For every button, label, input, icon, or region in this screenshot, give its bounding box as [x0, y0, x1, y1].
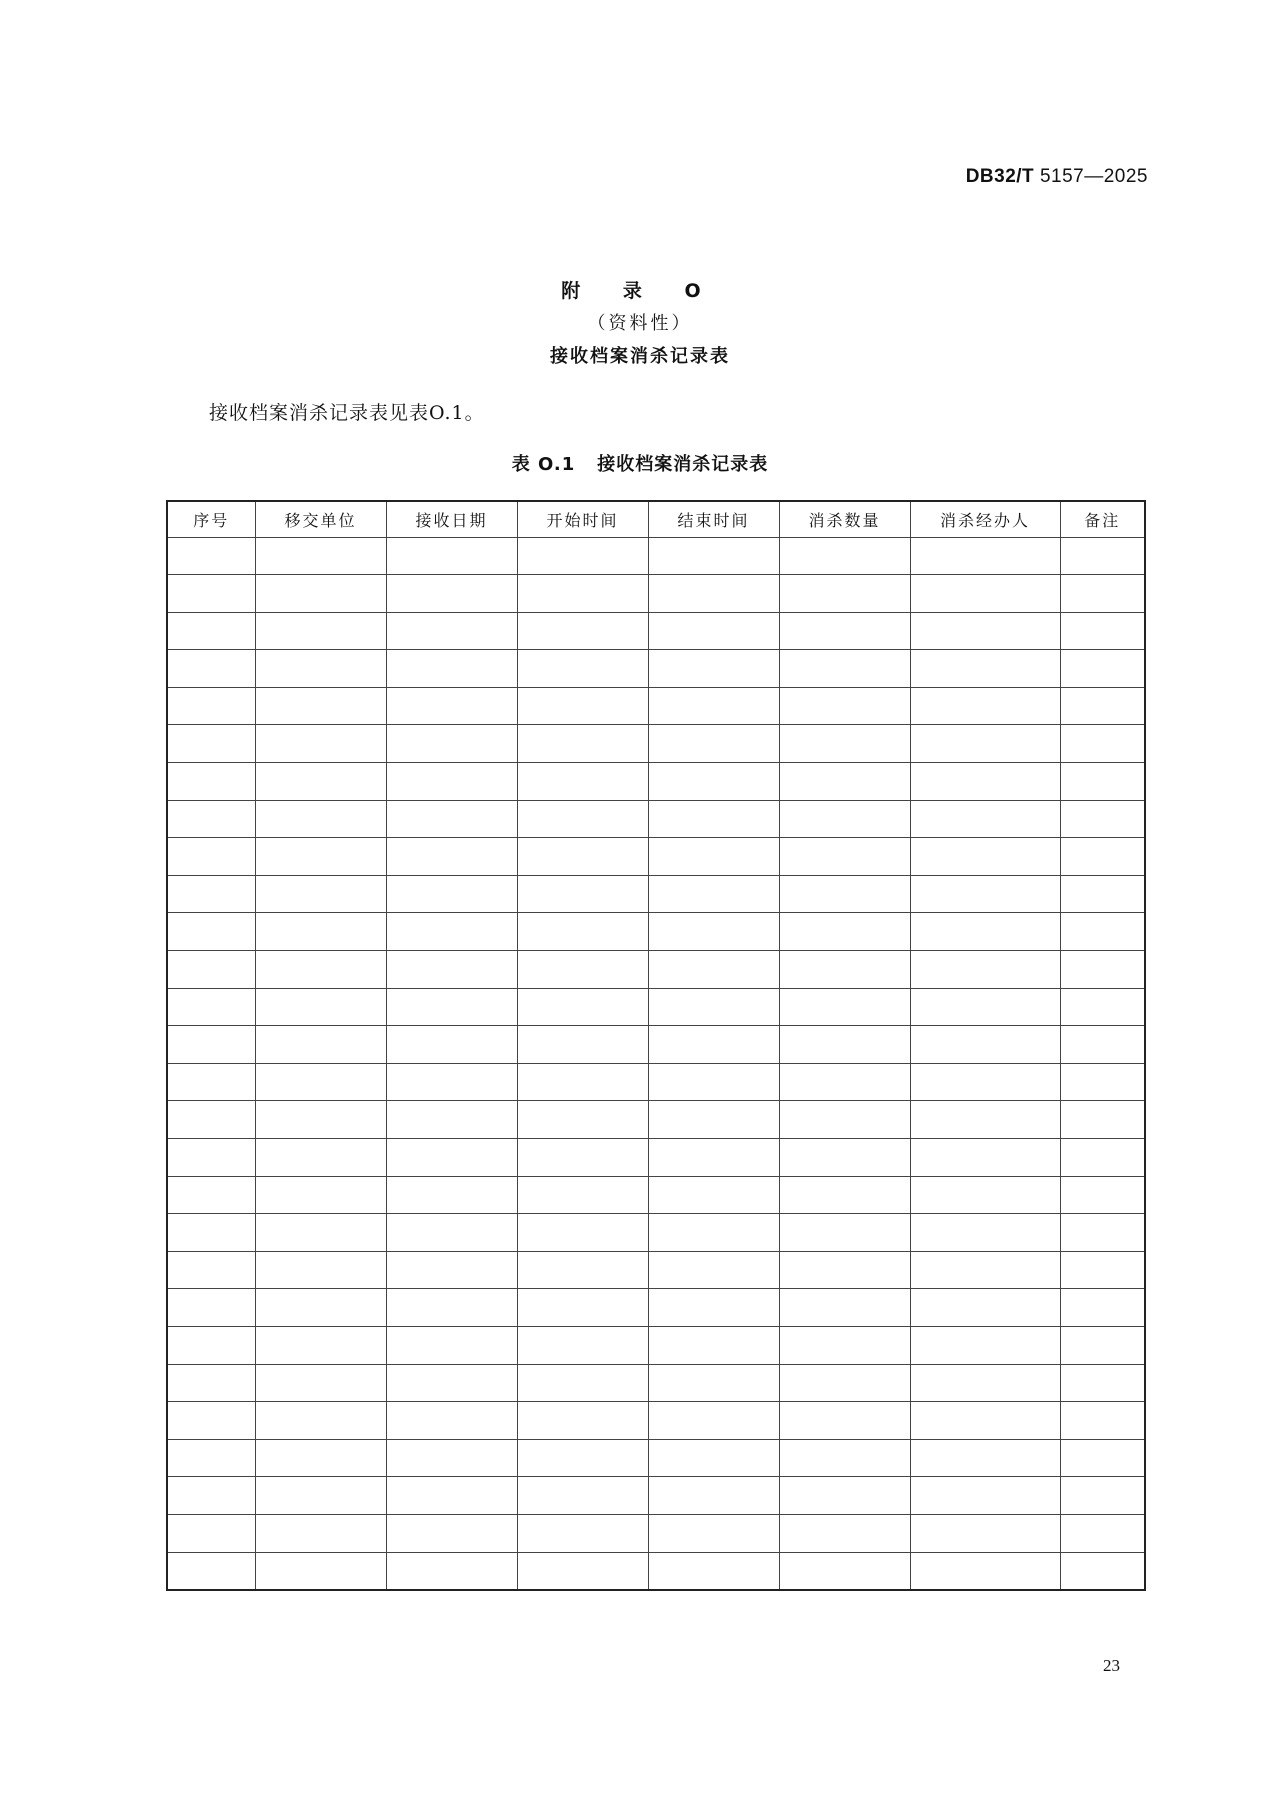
table-row [167, 988, 1145, 1026]
table-cell [255, 1139, 386, 1177]
table-cell [517, 1552, 648, 1590]
table-cell [167, 1063, 255, 1101]
table-cell [779, 1439, 910, 1477]
table-cell [648, 913, 779, 951]
table-cell [255, 537, 386, 575]
table-cell [255, 988, 386, 1026]
table-cell [1060, 1214, 1145, 1252]
table-cell [779, 612, 910, 650]
table-cell [255, 1514, 386, 1552]
table-caption-title: 接收档案消杀记录表 [597, 454, 769, 475]
table-cell [648, 988, 779, 1026]
table-cell [910, 1514, 1060, 1552]
table-cell [1060, 537, 1145, 575]
table-cell [910, 800, 1060, 838]
table-row [167, 1101, 1145, 1139]
table-cell [517, 875, 648, 913]
table-cell [910, 687, 1060, 725]
table-cell [779, 1101, 910, 1139]
table-cell [167, 875, 255, 913]
table-cell [779, 838, 910, 876]
table-cell [255, 1289, 386, 1327]
table-cell [167, 1176, 255, 1214]
table-cell [1060, 1251, 1145, 1289]
table-cell [648, 875, 779, 913]
table-cell [779, 913, 910, 951]
appendix-title: 附 录 O [561, 280, 719, 302]
table-cell [779, 1251, 910, 1289]
table-cell [167, 1139, 255, 1177]
table-cell [779, 687, 910, 725]
table-cell [386, 1214, 517, 1252]
table-cell [255, 1176, 386, 1214]
page-number: 23 [1103, 1656, 1120, 1675]
table-cell [910, 1289, 1060, 1327]
table-cell [910, 1402, 1060, 1440]
table-cell [517, 1514, 648, 1552]
column-header-remarks: 备注 [1060, 501, 1145, 537]
table-cell [910, 1251, 1060, 1289]
table-cell [517, 612, 648, 650]
table-cell [517, 1439, 648, 1477]
table-cell [386, 1063, 517, 1101]
table-cell [517, 1101, 648, 1139]
table-cell [779, 1139, 910, 1177]
table-cell [517, 1139, 648, 1177]
table-cell [1060, 913, 1145, 951]
table-cell [386, 800, 517, 838]
table-cell [386, 1139, 517, 1177]
table-cell [1060, 1552, 1145, 1590]
table-cell [779, 988, 910, 1026]
table-cell [517, 1289, 648, 1327]
table-cell [1060, 988, 1145, 1026]
table-cell [648, 1514, 779, 1552]
table-cell [167, 537, 255, 575]
table-cell [779, 800, 910, 838]
table-cell [910, 1026, 1060, 1064]
table-caption [0, 450, 1280, 476]
table-cell [167, 650, 255, 688]
table-cell [910, 1552, 1060, 1590]
table-cell [167, 1402, 255, 1440]
table-cell [386, 1289, 517, 1327]
table-cell [648, 1439, 779, 1477]
table-cell [648, 1289, 779, 1327]
table-cell [386, 687, 517, 725]
table-cell [386, 988, 517, 1026]
table-cell [648, 1326, 779, 1364]
column-header-operator: 消杀经办人 [910, 501, 1060, 537]
table-row [167, 1289, 1145, 1327]
record-table [166, 500, 1146, 1591]
table-cell [910, 612, 1060, 650]
table-cell [386, 537, 517, 575]
table-cell [1060, 650, 1145, 688]
table-body [167, 537, 1145, 1590]
table-cell [255, 612, 386, 650]
column-header-end-time: 结束时间 [648, 501, 779, 537]
table-row [167, 913, 1145, 951]
table-cell [779, 1214, 910, 1252]
table-cell [779, 575, 910, 613]
table-cell [386, 1439, 517, 1477]
table-cell [910, 1326, 1060, 1364]
table-row [167, 1063, 1145, 1101]
table-row [167, 1364, 1145, 1402]
table-cell [517, 1026, 648, 1064]
table-cell [648, 838, 779, 876]
column-header-quantity: 消杀数量 [779, 501, 910, 537]
column-header-serial: 序号 [167, 501, 255, 537]
table-cell [167, 1251, 255, 1289]
table-cell [386, 575, 517, 613]
table-cell [386, 725, 517, 763]
column-header-start-time: 开始时间 [517, 501, 648, 537]
table-cell [255, 875, 386, 913]
intro-paragraph: 接收档案消杀记录表见表O.1。 [209, 402, 485, 424]
table-cell [648, 1477, 779, 1515]
table-cell [167, 1026, 255, 1064]
table-cell [255, 1477, 386, 1515]
table-cell [517, 988, 648, 1026]
table-row [167, 687, 1145, 725]
table-cell [910, 1101, 1060, 1139]
table-cell [517, 537, 648, 575]
table-cell [517, 800, 648, 838]
table-cell [517, 725, 648, 763]
table-cell [779, 1514, 910, 1552]
table-cell [386, 650, 517, 688]
table-cell [255, 1552, 386, 1590]
table-row [167, 838, 1145, 876]
table-cell [167, 575, 255, 613]
table-cell [910, 763, 1060, 801]
table-row [167, 875, 1145, 913]
table-cell [167, 1326, 255, 1364]
document-code-prefix: DB32/T [965, 166, 1035, 187]
table-cell [648, 951, 779, 989]
table-cell [910, 1063, 1060, 1101]
table-cell [386, 1326, 517, 1364]
table-cell [910, 725, 1060, 763]
table-cell [648, 800, 779, 838]
table-cell [386, 1101, 517, 1139]
table-cell [1060, 875, 1145, 913]
table-cell [910, 1214, 1060, 1252]
column-header-transfer-unit: 移交单位 [255, 501, 386, 537]
table-cell [1060, 1026, 1145, 1064]
table-cell [648, 1214, 779, 1252]
table-cell [517, 1251, 648, 1289]
table-cell [386, 1477, 517, 1515]
table-cell [255, 1101, 386, 1139]
table-cell [910, 1477, 1060, 1515]
table-cell [648, 687, 779, 725]
table-cell [167, 1552, 255, 1590]
table-cell [779, 1402, 910, 1440]
table-row [167, 951, 1145, 989]
table-cell [779, 875, 910, 913]
table-cell [517, 1063, 648, 1101]
table-cell [1060, 1514, 1145, 1552]
table-cell [648, 1101, 779, 1139]
table-row [167, 537, 1145, 575]
document-code-number: 5157—2025 [1039, 166, 1148, 187]
table-cell [910, 838, 1060, 876]
table-row [167, 612, 1145, 650]
table-cell [1060, 1439, 1145, 1477]
table-cell [386, 763, 517, 801]
table-cell [517, 913, 648, 951]
table-cell [255, 1251, 386, 1289]
table-cell [167, 838, 255, 876]
column-header-receive-date: 接收日期 [386, 501, 517, 537]
table-cell [779, 1289, 910, 1327]
table-row [167, 763, 1145, 801]
table-cell [517, 838, 648, 876]
table-row [167, 1251, 1145, 1289]
table-cell [167, 1439, 255, 1477]
table-cell [648, 763, 779, 801]
table-cell [648, 1176, 779, 1214]
table-cell [167, 687, 255, 725]
table-cell [910, 575, 1060, 613]
table-cell [779, 725, 910, 763]
table-row [167, 1139, 1145, 1177]
table-cell [910, 537, 1060, 575]
table-cell [1060, 1364, 1145, 1402]
table-cell [779, 1364, 910, 1402]
table-cell [779, 650, 910, 688]
table-caption-id: 表 O.1 [511, 454, 576, 475]
table-row [167, 800, 1145, 838]
table-cell [517, 763, 648, 801]
table-row [167, 650, 1145, 688]
table-cell [910, 988, 1060, 1026]
table-cell [255, 1326, 386, 1364]
table-cell [1060, 1289, 1145, 1327]
table-cell [648, 650, 779, 688]
table-cell [386, 1251, 517, 1289]
table-cell [517, 1176, 648, 1214]
table-cell [779, 537, 910, 575]
table-cell [779, 1026, 910, 1064]
table-cell [910, 1364, 1060, 1402]
table-cell [386, 612, 517, 650]
table-cell [386, 1402, 517, 1440]
table-row [167, 1514, 1145, 1552]
table-cell [1060, 951, 1145, 989]
table-cell [779, 1552, 910, 1590]
table-cell [910, 913, 1060, 951]
table-row [167, 575, 1145, 613]
table-cell [167, 612, 255, 650]
table-row [167, 1552, 1145, 1590]
table-cell [1060, 763, 1145, 801]
table-row [167, 1176, 1145, 1214]
table-cell [255, 575, 386, 613]
table-cell [167, 988, 255, 1026]
table-cell [1060, 1477, 1145, 1515]
table-cell [648, 1402, 779, 1440]
table-cell [648, 575, 779, 613]
table-cell [1060, 1101, 1145, 1139]
table-cell [1060, 838, 1145, 876]
table-row [167, 1439, 1145, 1477]
table-cell [910, 1176, 1060, 1214]
table-cell [517, 575, 648, 613]
table-cell [517, 1402, 648, 1440]
table-cell [255, 1063, 386, 1101]
table-cell [648, 1139, 779, 1177]
table-cell [386, 1552, 517, 1590]
table-cell [386, 913, 517, 951]
table-cell [1060, 612, 1145, 650]
table-cell [648, 725, 779, 763]
table-cell [386, 1176, 517, 1214]
table-cell [1060, 1139, 1145, 1177]
table-row [167, 1026, 1145, 1064]
table-cell [910, 951, 1060, 989]
table-cell [255, 1364, 386, 1402]
table-cell [1060, 1063, 1145, 1101]
table-cell [779, 1176, 910, 1214]
table-cell [779, 763, 910, 801]
table-cell [910, 875, 1060, 913]
table-cell [167, 763, 255, 801]
table-cell [517, 1214, 648, 1252]
table-cell [386, 1514, 517, 1552]
table-cell [648, 1251, 779, 1289]
table-cell [255, 687, 386, 725]
table-row [167, 1477, 1145, 1515]
table-cell [167, 800, 255, 838]
document-code [966, 166, 1148, 188]
table-cell [779, 1326, 910, 1364]
table-cell [517, 1364, 648, 1402]
table-row [167, 1402, 1145, 1440]
table-cell [255, 1026, 386, 1064]
table-row [167, 1326, 1145, 1364]
table-cell [1060, 1176, 1145, 1214]
table-cell [648, 1026, 779, 1064]
table-cell [167, 1289, 255, 1327]
table-cell [167, 1514, 255, 1552]
table-cell [255, 800, 386, 838]
table-cell [517, 1326, 648, 1364]
table-cell [648, 612, 779, 650]
table-cell [1060, 575, 1145, 613]
table-cell [779, 951, 910, 989]
table-cell [1060, 1402, 1145, 1440]
table-cell [779, 1063, 910, 1101]
table-cell [779, 1477, 910, 1515]
table-cell [386, 875, 517, 913]
table-cell [167, 1101, 255, 1139]
table-row [167, 1214, 1145, 1252]
table-cell [255, 650, 386, 688]
table-cell [255, 763, 386, 801]
table-cell [648, 1552, 779, 1590]
table-cell [167, 1364, 255, 1402]
table-cell [255, 951, 386, 989]
table-cell [386, 1364, 517, 1402]
table-row [167, 725, 1145, 763]
table-cell [1060, 687, 1145, 725]
table-cell [167, 913, 255, 951]
table-cell [167, 1477, 255, 1515]
table-cell [517, 951, 648, 989]
table-cell [910, 1439, 1060, 1477]
table-cell [1060, 1326, 1145, 1364]
table-cell [517, 1477, 648, 1515]
table-cell [255, 1402, 386, 1440]
table-cell [255, 725, 386, 763]
table-cell [386, 951, 517, 989]
table-cell [255, 913, 386, 951]
table-cell [517, 687, 648, 725]
appendix-name: 接收档案消杀记录表 [550, 346, 730, 367]
table-header-row [167, 501, 1145, 537]
table-cell [255, 1439, 386, 1477]
table-cell [648, 1364, 779, 1402]
table-cell [167, 725, 255, 763]
table-cell [386, 1026, 517, 1064]
table-cell [517, 650, 648, 688]
table-cell [910, 1139, 1060, 1177]
table-cell [255, 1214, 386, 1252]
table-cell [386, 838, 517, 876]
table-cell [167, 1214, 255, 1252]
appendix-type: （资料性） [587, 313, 693, 334]
table-cell [167, 951, 255, 989]
table-cell [1060, 800, 1145, 838]
table-cell [648, 537, 779, 575]
table-cell [648, 1063, 779, 1101]
table-cell [910, 650, 1060, 688]
table-cell [1060, 725, 1145, 763]
table-cell [255, 838, 386, 876]
